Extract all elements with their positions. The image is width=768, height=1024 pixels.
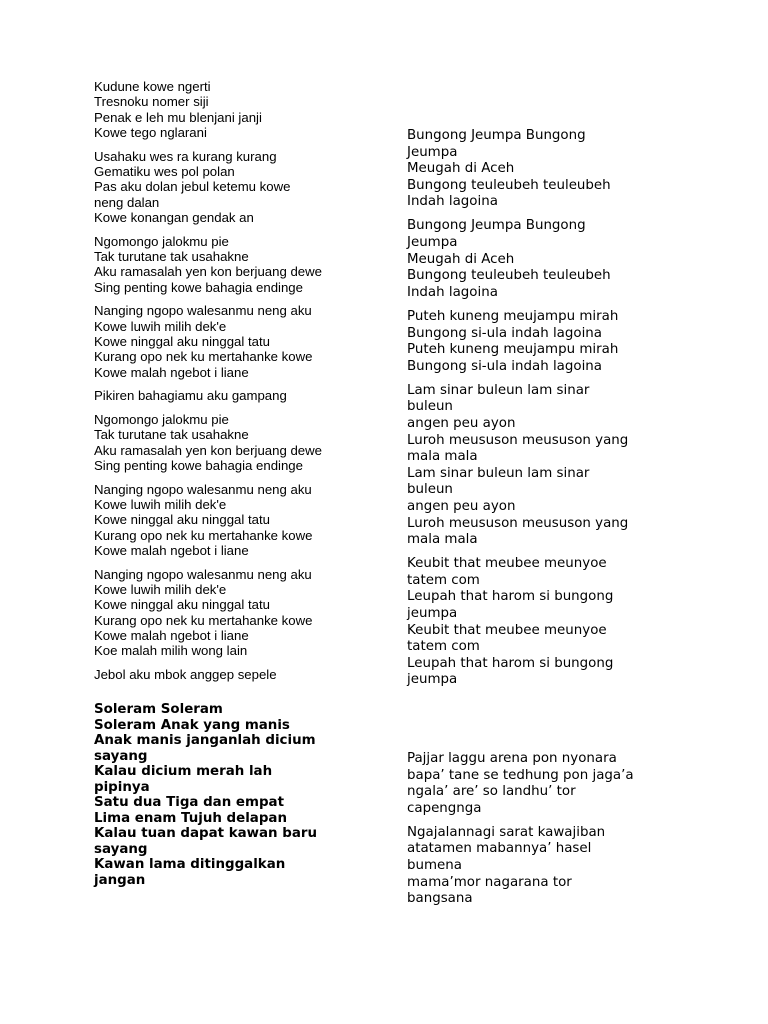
lyric-line: capengnga	[407, 800, 482, 816]
lyric-line: mala mala	[407, 532, 478, 548]
lyric-line: Soleram Anak yang manis	[94, 717, 290, 733]
lyric-line: Lam sinar buleun lam sinar	[407, 465, 590, 481]
lyric-line: Luroh meususon meususon yang	[407, 515, 629, 531]
aceh-stanza	[407, 309, 677, 375]
lyric-line: Luroh meususon meususon yang	[407, 432, 629, 448]
lyric-line: Pas aku dolan jebul ketemu kowe	[94, 179, 291, 195]
lyric-line: Penak e leh mu blenjani janji	[94, 109, 262, 125]
lyric-line: Meugah di Aceh	[407, 161, 515, 177]
lyric-line: Puteh kuneng meujampu mirah	[407, 308, 619, 324]
lyric-line: Keubit that meubee meunyoe	[407, 556, 607, 572]
lyric-line: Ngajalannagi sarat kawajiban	[407, 824, 606, 840]
lyric-line: Usahaku wes ra kurang kurang	[94, 148, 277, 164]
javanese-stanza	[94, 412, 384, 473]
madura-stanza	[407, 751, 677, 817]
lyric-line: Indah lagoina	[407, 194, 498, 210]
lyric-line: Leupah that harom si bungong	[407, 655, 614, 671]
lyric-line: Puteh kuneng meujampu mirah	[407, 342, 619, 358]
lyric-line: Sing penting kowe bahagia endinge	[94, 279, 303, 295]
lyric-line: Kalau tuan dapat kawan baru	[94, 826, 318, 841]
lyric-line: Kowe luwih milih dek'e	[94, 318, 227, 334]
lyric-line: angen peu ayon	[407, 416, 516, 431]
lyric-line: Bungong Jeumpa Bungong	[407, 218, 586, 234]
lyric-line: Soleram Soleram	[94, 702, 223, 717]
lyric-line: jeumpa	[407, 606, 458, 622]
lyric-line: Leupah that harom si bungong	[407, 589, 614, 605]
madura-stanza	[407, 825, 677, 908]
lyric-line: Kowe luwih milih dek'e	[94, 497, 227, 513]
lyric-line: Lam sinar buleun lam sinar	[407, 382, 590, 398]
lyric-line: atatamen mabannya’ hasel	[407, 841, 592, 857]
lyric-line: jangan	[94, 872, 146, 888]
right-lyrics-column	[407, 128, 677, 697]
lyric-line: Koe malah milih wong lain	[94, 643, 248, 659]
lyric-line: Kowe konangan gendak an	[94, 209, 254, 225]
lyric-line: buleun	[407, 482, 453, 498]
lyric-line: Jebol aku mbok anggep sepele	[94, 667, 277, 683]
lyric-line: Ngomongo jalokmu pie	[94, 233, 229, 249]
lyric-line: Kowe malah ngebot i liane	[94, 543, 249, 559]
aceh-stanza	[407, 556, 677, 689]
lyric-line: Kowe ninggal aku ninggal tatu	[94, 597, 270, 613]
lyric-line: Bungong teuleubeh teuleubeh	[407, 177, 611, 193]
lyric-line: Tak turutane tak usahakne	[94, 427, 249, 443]
lyric-line: Kowe luwih milih dek'e	[94, 582, 227, 598]
javanese-stanza	[94, 149, 384, 225]
lyric-line: tatem com	[407, 639, 480, 655]
lyric-line: Nanging ngopo walesanmu neng aku	[94, 303, 312, 319]
lyric-line: Bungong teuleubeh teuleubeh	[407, 268, 611, 284]
javanese-stanza	[94, 303, 384, 379]
lyric-line: Kowe ninggal aku ninggal tatu	[94, 512, 270, 528]
lyric-line: Anak manis janganlah dicium	[94, 733, 316, 748]
lyric-line: Kudune kowe ngerti	[94, 79, 211, 94]
lyric-line: buleun	[407, 399, 453, 415]
lyric-line: Nanging ngopo walesanmu neng aku	[94, 566, 312, 582]
left-lyrics-column	[94, 79, 384, 691]
aceh-stanza	[407, 218, 677, 301]
lyric-line: Jeumpa	[407, 144, 458, 160]
lyric-line: Sing penting kowe bahagia endinge	[94, 458, 303, 474]
lyric-line: Bungong Jeumpa Bungong	[407, 128, 586, 143]
lyric-line: Gematiku wes pol polan	[94, 163, 235, 179]
lyric-line: Kowe malah ngebot i liane	[94, 628, 249, 643]
lyric-line: Kalau dicium merah lah	[94, 764, 273, 779]
lyric-line: Pajjar laggu arena pon nyonara	[407, 751, 617, 766]
lyric-line: Meugah di Aceh	[407, 251, 515, 267]
aceh-stanza	[407, 128, 677, 211]
soleram-stanza	[94, 702, 384, 888]
lyric-line: Bungong si-ula indah lagoina	[407, 358, 602, 374]
javanese-stanza	[94, 567, 384, 659]
javanese-stanza	[94, 667, 384, 682]
aceh-stanza	[407, 383, 677, 549]
lyric-line: bapa’ tane se tedhung pon jaga’a	[407, 767, 634, 783]
lyric-line: mama’mor nagarana tor	[407, 874, 572, 890]
lyric-line: Kowe tego nglarani	[94, 124, 207, 140]
lyric-line: Tresnoku nomer siji	[94, 94, 209, 110]
lyric-line: Jeumpa	[407, 235, 458, 251]
lyric-line: Kowe ninggal aku ninggal tatu	[94, 333, 270, 349]
lyric-line: jeumpa	[407, 672, 458, 688]
lyric-line: Kawan lama ditinggalkan	[94, 857, 286, 872]
lyric-line: mala mala	[407, 449, 478, 465]
lyric-line: Ngomongo jalokmu pie	[94, 412, 229, 428]
javanese-stanza	[94, 79, 384, 140]
lyric-line: Lima enam Tujuh delapan	[94, 810, 287, 826]
lyric-line: pipinya	[94, 779, 150, 795]
lyric-line: sayang	[94, 748, 148, 764]
javanese-stanza	[94, 482, 384, 558]
lyric-line: angen peu ayon	[407, 498, 516, 514]
lyric-line: Bungong si-ula indah lagoina	[407, 325, 602, 341]
lyric-line: bumena	[407, 858, 462, 874]
lyric-line: Keubit that meubee meunyoe	[407, 622, 607, 638]
lyric-line: Nanging ngopo walesanmu neng aku	[94, 481, 312, 497]
javanese-stanza	[94, 234, 384, 295]
javanese-stanza	[94, 388, 384, 403]
lyric-line: Pikiren bahagiamu aku gampang	[94, 388, 287, 404]
lyric-line: sayang	[94, 841, 148, 857]
lyric-line: bangsana	[407, 891, 473, 907]
lyric-line: Kurang opo nek ku mertahanke kowe	[94, 527, 313, 543]
lyric-line: Indah lagoina	[407, 284, 498, 300]
lyric-line: Aku ramasalah yen kon berjuang dewe	[94, 442, 322, 458]
lyric-line: Kurang opo nek ku mertahanke kowe	[94, 612, 313, 628]
lyric-line: ngala’ are’ so landhu’ tor	[407, 784, 576, 800]
madura-lyrics	[407, 751, 677, 915]
lyric-line: tatem com	[407, 572, 480, 588]
lyric-line: Satu dua Tiga dan empat	[94, 795, 284, 810]
lyric-line: Tak turutane tak usahakne	[94, 248, 249, 264]
lyric-line: Aku ramasalah yen kon berjuang dewe	[94, 264, 322, 280]
lyric-line: Kurang opo nek ku mertahanke kowe	[94, 349, 313, 365]
soleram-lyrics	[94, 702, 384, 888]
lyric-line: Kowe malah ngebot i liane	[94, 364, 249, 380]
lyric-line: neng dalan	[94, 194, 160, 210]
